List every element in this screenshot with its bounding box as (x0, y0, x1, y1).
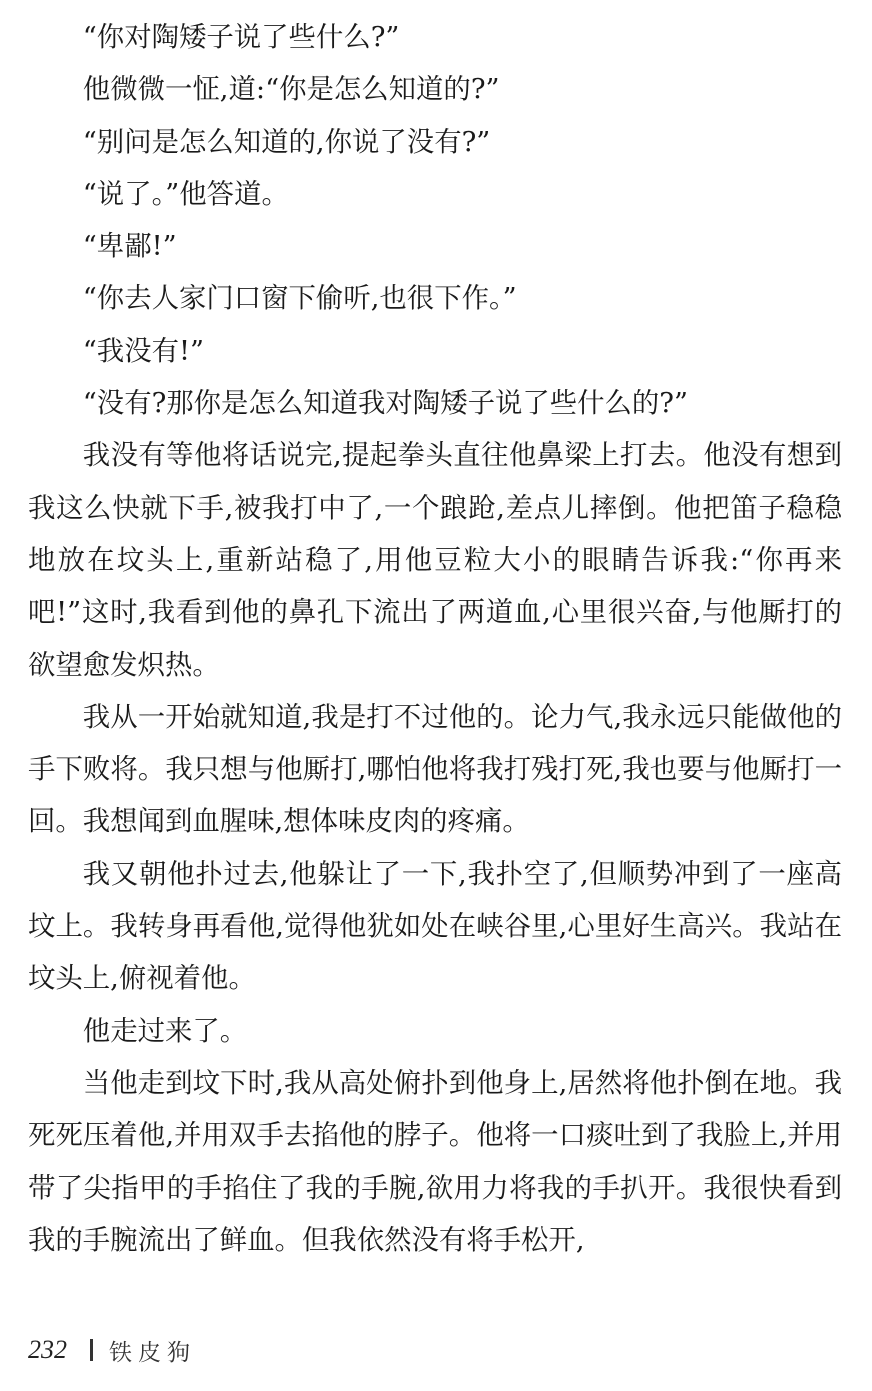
paragraph: “你对陶矮子说了些什么?” (82, 22, 400, 53)
paragraph: 他走过来了。 (82, 1015, 248, 1047)
paragraph: “我没有!” (82, 335, 204, 367)
paragraph: “你去人家门口窗下偷听,也很下作。” (82, 283, 517, 315)
paragraph: 当他走到坟下时,我从高处俯扑到他身上,居然将他扑倒在地。我死死压着他,并用双手去掐他的脖子。他将一口痰吐到了我脸上,并用带了尖指甲的手掐住了我的手腕,欲用力将我的手扒开。我很快看到我的手腕流出了鲜血。但我依然没有将手松开, (28, 1067, 842, 1256)
footer-divider (90, 1339, 93, 1361)
paragraph: 我从一开始就知道,我是打不过他的。论力气,我永远只能做他的手下败将。我只想与他厮打,哪怕他将我打残打死,我也要与他厮打一回。我想闻到血腥味,想体味皮肉的疼痛。 (28, 701, 842, 838)
book-title: 铁皮狗 (109, 1339, 196, 1366)
paragraph: 我又朝他扑过去,他躲让了一下,我扑空了,但顺势冲到了一座高坟上。我转身再看他,觉得他犹如处在峡谷里,心里好生高兴。我站在坟头上,俯视着他。 (28, 858, 842, 995)
page-footer (28, 1330, 196, 1370)
paragraph: 他微微一怔,道:“你是怎么知道的?” (82, 74, 500, 106)
paragraph: “没有?那你是怎么知道我对陶矮子说了些什么的?” (82, 388, 688, 420)
page-body (28, 12, 842, 1267)
paragraph: 我没有等他将话说完,提起拳头直往他鼻梁上打去。他没有想到我这么快就下手,被我打中了,一个踉跄,差点儿摔倒。他把笛子稳稳地放在坟头上,重新站稳了,用他豆粒大小的眼睛告诉我:“你再来吧!”这时,我看到他的鼻孔下流出了两道血,心里很兴奋,与他厮打的欲望愈发炽热。 (28, 440, 842, 681)
paragraph: “别问是怎么知道的,你说了没有?” (82, 126, 491, 158)
paragraph: “卑鄙!” (82, 231, 177, 263)
paragraph: “说了。”他答道。 (82, 178, 289, 210)
page-number: 232 (28, 1335, 67, 1364)
